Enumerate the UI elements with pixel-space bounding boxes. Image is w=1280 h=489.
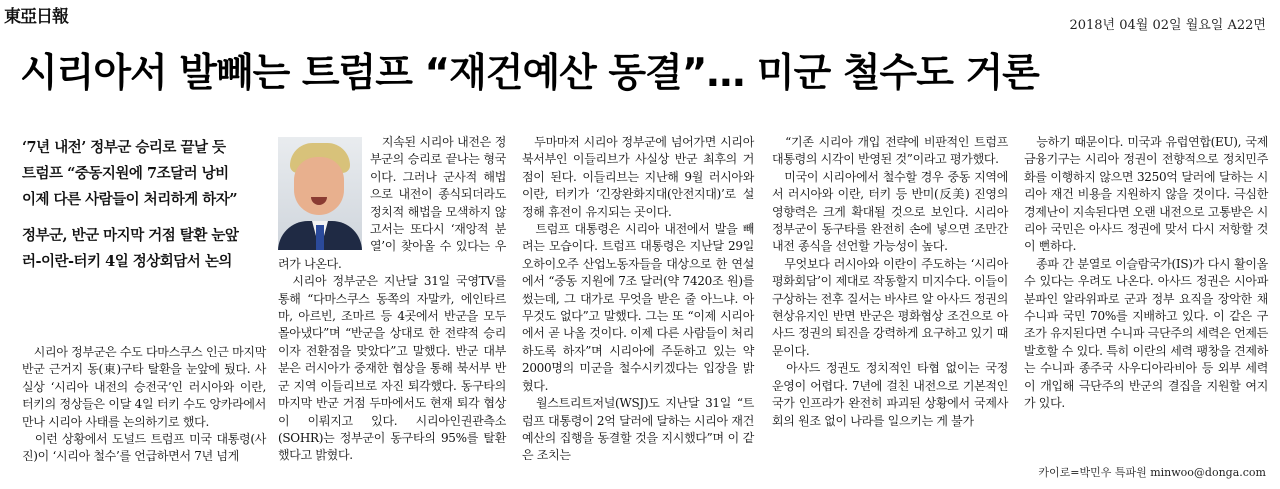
paragraph: 무엇보다 러시아와 이란이 주도하는 ‘시리아 평화회담’이 제대로 작동할지 미지수다. 이들이 구상하는 전후 질서는 바샤르 알 아사드 정권의 현상유지인 반면 반군은 평화협상 조건으로 아사드 정권의 퇴진을 강력하게 요구하고 있기 때문이다. [772,256,1008,358]
paragraph: “기존 시리아 개입 전략에 비판적인 트럼프 대통령의 시각이 반영된 것”이라고 평가했다. [772,135,1008,167]
article-subheads [22,135,262,275]
newspaper-masthead: 東亞日報 [4,7,68,27]
article-column-2 [278,134,506,465]
paragraph: 종파 간 분열로 이슬람국가(IS)가 다시 활이올 수 있다는 우려도 나온다. 아사드 정권은 시아파 분파인 알라위파로 군과 정부 요직을 장악한 채 수니파 국민 70%를 지배하고 있다. 이 같은 구조가 유지된다면 수니파 극단주의 세력은 언제든 발호할 수 있다. 특히 이란의 세력 팽창을 견제하는 수니파 종주국 사우디아라비아 등 외부 세력이 개입해 극단주의 반군의 결집을 지원할 여지가 있다. [1024,256,1268,411]
subhead-1: ‘7년 내전’ 정부군 승리로 끝날 듯 [22,139,226,156]
article-headline: 시리아서 발빼는 트럼프 “재건예산 동결”… 미군 철수도 거론 [20,51,1039,96]
article-column-4 [772,134,1008,430]
paragraph: 능하기 때문이다. 미국과 유럽연합(EU), 국제금융기구는 시리아 정권이 전향적으로 정치민주화를 이행하지 않으면 3250억 달러에 달하는 시리아 재건 비용을 지원하지 않을 것이다. 극심한 경제난이 지속된다면 오랜 내전으로 고통받은 시리아 국민은 아사드 정권에 맞서 다시 저항할 것이 뻔하다. [1024,135,1268,254]
subhead-gap [22,213,262,223]
subhead-5: 러-이란-터키 4일 정상회담서 논의 [22,253,232,270]
paragraph: 시리아 정부군은 지난달 31일 국영TV를 통해 “다마스쿠스 동쪽의 자말카, 에인타르마, 아르빈, 조마르 등 4곳에서 반군을 모두 몰아냈다”며 “반군을 상대로 한 전략적 승리이자 전환점을 맞았다”고 말했다. 반군 대부분은 러시아가 중재한 협상을 통해 북서부 반군 지역 이들리브로 자진 퇴각했다. 동구타의 마지막 반군 거점 두마에서도 현재 퇴각 협상이 이뤄지고 있다. 시리아인권관측소(SOHR)는 정부군이 동구타의 95%를 탈환했다고 밝혔다. [278,274,506,463]
subhead-2: 트럼프 “중동지원에 7조달러 낭비 [22,165,229,182]
paragraph: 두마마저 시리아 정부군에 넘어가면 시리아 북서부인 이들리브가 사실상 반군 최후의 거점이 된다. 이들리브는 지난해 9월 러시아와 이란, 터키가 ‘긴장완화지대(안전지대)’로 설정해 휴전이 유지되는 곳이다. [522,135,754,219]
article-column-1 [22,344,266,466]
paragraph: 시리아 정부군은 수도 다마스쿠스 인근 마지막 반군 근거지 동(東)구타 탈환을 눈앞에 뒀다. 사실상 ‘시리아 내전의 승전국’인 러시아와 이란, 터키의 정상들은 이달 4일 터키 수도 앙카라에서 만나 시리아 사태를 논의하기로 했다. [22,345,266,429]
article-column-5 [1024,134,1268,413]
paragraph: 아사드 정권도 정치적인 타협 없이는 국정 운영이 어렵다. 7년에 걸친 내전으로 기본적인 국가 인프라가 완전히 파괴된 상황에서 국제사회의 원조 없이 나라를 일으키는 게 불가 [772,361,1008,428]
reporter-byline: 카이로=박민우 특파원 minwoo@donga.com [1038,466,1266,479]
photo-face [294,157,344,215]
subhead-3: 이제 다른 사람들이 처리하게 하자” [22,191,238,208]
paragraph: 지속된 시리아 내전은 정부군의 승리로 끝나는 형국이다. 그러나 군사적 해법으로 내전이 종식되더라도 정치적 해법을 모색하지 않고서는 또다시 ‘재앙적 분열’이 찾아올 수 있다는 우려가 나온다. [278,135,506,271]
paragraph: 미국이 시리아에서 철수할 경우 중동 지역에서 러시아와 이란, 터키 등 반미(反美) 진영의 영향력은 크게 확대될 것으로 보인다. 시리아 정부군이 동구타를 완전히 손에 넣으면 조만간 내전 종식을 선언할 가능성이 높다. [772,169,1008,254]
paragraph: 이런 상황에서 도널드 트럼프 미국 대통령(사진)이 ‘시리아 철수’를 언급하면서 7년 넘게 [22,432,266,464]
issue-dateline: 2018년 04월 02일 월요일 A22면 [1069,18,1266,33]
subhead-4: 정부군, 반군 마지막 거점 탈환 눈앞 [22,227,239,244]
paragraph: 트럼프 대통령은 시리아 내전에서 발을 빼려는 모습이다. 트럼프 대통령은 지난달 29일 오하이오주 산업노동자들을 대상으로 한 연설에서 “중동 지원에 7조 달러(약 7420조 원)를 썼는데, 그 대가로 무엇을 받은 줄 아느냐. 아무것도 없다”고 말했다. 그는 또 “이제 시리아에서 곧 나올 것이다. 이제 다른 사람들이 처리하도록 하자”며 시리아에 주둔하고 있는 약 2000명의 미군을 철수시키겠다는 입장을 밝혔다. [522,222,754,393]
article-column-3 [522,134,754,465]
trump-photo [278,137,362,250]
photo-tie [316,225,324,250]
paragraph: 월스트리트저널(WSJ)도 지난달 31일 “트럼프 대통령이 2억 달러에 달하는 시리아 재건 예산의 집행을 동결할 것을 지시했다”며 이 같은 조치는 [522,396,754,463]
